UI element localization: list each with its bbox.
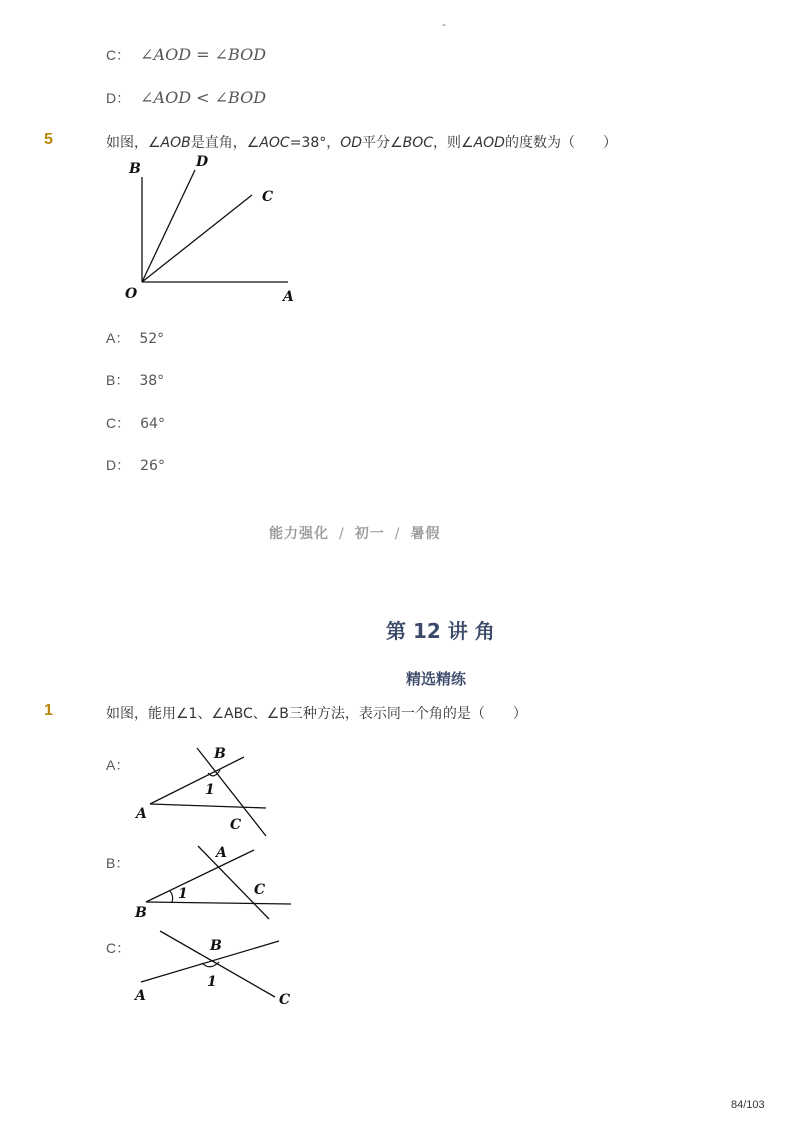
label-d: D: [196, 154, 209, 170]
label-1: 1: [178, 886, 188, 902]
label-1: 1: [205, 782, 215, 798]
label-b: B: [210, 938, 222, 954]
option-letter: C：: [106, 47, 131, 63]
text-part: =38°，: [289, 135, 341, 151]
option-value: 26°: [140, 458, 165, 474]
text-part: 如图，: [106, 135, 148, 151]
line-ac: [150, 804, 266, 808]
label-a: A: [135, 988, 146, 1004]
option-c: [106, 413, 165, 433]
angle-figure-q5: [120, 150, 310, 310]
ray-od: [142, 170, 195, 282]
breadcrumb-item: 初一: [354, 526, 385, 542]
text-part: 是直角，: [190, 135, 247, 151]
top-mark: -: [442, 18, 446, 31]
text-part: ，则: [433, 135, 462, 151]
label-b: B: [214, 746, 226, 762]
label-a: A: [136, 806, 147, 822]
label-1: 1: [207, 974, 217, 990]
text-part: ∠AOB: [148, 135, 191, 151]
question-number: 1: [44, 702, 53, 719]
label-b: B: [129, 161, 141, 177]
option-letter: B：: [106, 855, 130, 871]
line-bc: [146, 902, 291, 904]
label-o: O: [125, 286, 138, 302]
breadcrumb-item: 暑假: [410, 526, 441, 542]
figure-option-b: [130, 840, 300, 925]
option-math: ∠AOD = ∠BOD: [140, 45, 267, 64]
label-c: C: [254, 882, 266, 898]
breadcrumb-separator: /: [339, 526, 345, 542]
text-part: OD: [340, 135, 363, 151]
option-letter: A：: [106, 757, 130, 773]
angle-arc: [170, 891, 173, 902]
line-ba: [146, 850, 254, 902]
text-part: ∠AOD: [461, 135, 505, 151]
option-b: [106, 370, 164, 390]
figure-option-a: [130, 740, 280, 840]
option-value: 64°: [140, 416, 165, 432]
lecture-title: 第 12 讲 角: [386, 619, 495, 643]
option-d: [106, 455, 165, 475]
page-number: 84/103: [731, 1099, 765, 1111]
label-c: C: [262, 189, 274, 205]
option-letter: C：: [106, 415, 131, 431]
option-d-prev: [106, 88, 266, 108]
text-part: 平分: [362, 135, 391, 151]
figure-option-c: [130, 925, 300, 1015]
line-ab: [150, 757, 244, 804]
option-value: 38°: [139, 373, 165, 389]
option-math: ∠AOD < ∠BOD: [140, 88, 267, 107]
text-part: 的度数为（ ）: [504, 135, 617, 151]
breadcrumb-separator: /: [394, 526, 401, 542]
breadcrumb-item: 能力强化: [269, 526, 329, 542]
label-c: C: [279, 992, 291, 1008]
question-number: 5: [44, 131, 53, 148]
option-c-prev: [106, 45, 266, 65]
label-a: A: [216, 845, 227, 861]
option-letter: B：: [106, 372, 130, 388]
option-letter: C：: [106, 940, 131, 956]
text-part: ∠AOC: [246, 135, 290, 151]
question-text: [106, 132, 617, 152]
breadcrumb: [269, 523, 440, 543]
question-text: 如图，能用∠1、∠ABC、∠B三种方法，表示同一个角的是（ ）: [106, 706, 527, 722]
label-c: C: [230, 817, 242, 833]
ray-oc: [142, 195, 252, 282]
label-b: B: [135, 905, 147, 921]
option-a: [106, 328, 164, 348]
option-letter: D：: [106, 457, 131, 473]
label-a: A: [283, 289, 294, 305]
option-letter: D：: [106, 90, 131, 106]
section-title: 精选精练: [406, 670, 467, 688]
text-part: ∠BOC: [390, 135, 434, 151]
option-value: 52°: [139, 331, 165, 347]
option-letter: A：: [106, 330, 130, 346]
